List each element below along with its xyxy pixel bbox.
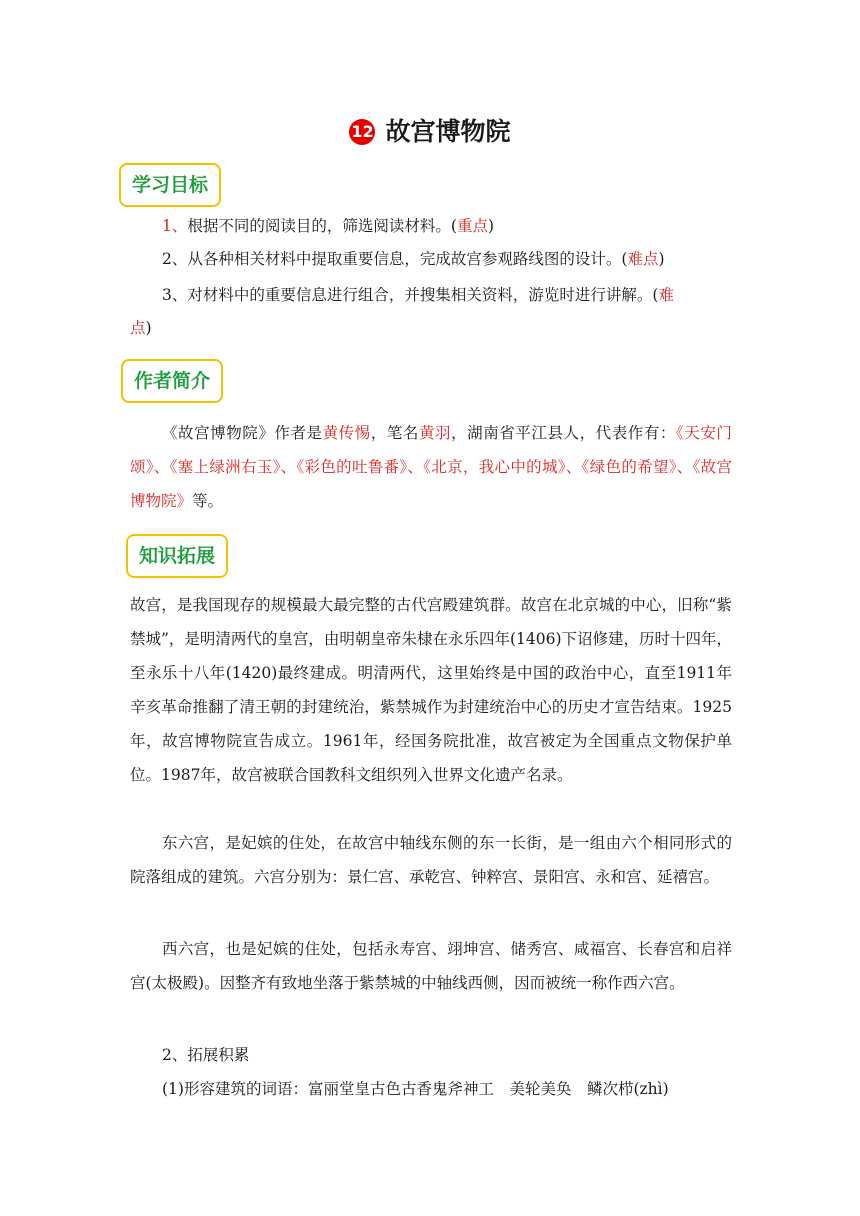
knowledge-vocabulary-line: (1)形容建筑的词语：富丽堂皇古色古香鬼斧神工 美轮美奂 鳞次栉(zhì) bbox=[162, 1080, 669, 1098]
goal-text: 对材料中的重要信息进行组合，并搜集相关资料，游览时进行讲解。( bbox=[187, 286, 659, 304]
goal-end: ) bbox=[487, 217, 495, 235]
knowledge-paragraph-2: 东六宫，是妃嫔的住处，在故宫中轴线东侧的东一长街，是一组由六个相同形式的院落组成的建筑。六宫分别为：景仁宫、承乾宫、钟粹宫、景阳宫、永和宫、延禧宫。 bbox=[130, 834, 732, 886]
author-text: ，笔名 bbox=[370, 424, 419, 442]
goal-item-3-continued bbox=[130, 311, 740, 345]
author-works: 《天安门颂》、《塞上绿洲右玉》、《彩色的吐鲁番》、《北京，我心中的城》、《绿色的希望》、《故宫博物院》 bbox=[130, 424, 732, 510]
knowledge-paragraph-1: 故宫，是我国现存的规模最大最完整的古代宫殿建筑群。故宫在北京城的中心，旧称“紫禁城”，是明清两代的皇宫，由明朝皇帝朱棣在永乐四年(1406)下诏修建，历时十四年，至永乐十八年(1420)最终建成。明清两代，这里始终是中国的政治中心，直至1911年辛亥革命推翻了清王朝的封建统治，紫禁城作为封建统治中心的历史才宣告结束。1925年，故宫博物院宣告成立。1961年，经国务院批准，故宫被定为全国重点文物保护单位。1987年，故宫被联合国教科文组织列入世界文化遗产名录。 bbox=[130, 596, 732, 784]
goal-tag: 点 bbox=[130, 319, 146, 337]
goal-text: 从各种相关材料中提取重要信息，完成故宫参观路线图的设计。( bbox=[187, 250, 628, 268]
goal-tag: 难点 bbox=[627, 250, 659, 268]
author-text: 《故宫博物院》作者是 bbox=[162, 424, 323, 442]
goal-tag: 难 bbox=[658, 286, 674, 304]
section-heading-learning-goals: 学习目标 bbox=[119, 163, 221, 207]
author-text: 等。 bbox=[192, 492, 224, 510]
knowledge-paragraph-3: 西六宫，也是妃嫔的住处，包括永寿宫、翊坤宫、储秀宫、咸福宫、长春宫和启祥宫(太极殿)。因整齐有致地坐落于紫禁城的中轴线西侧，因而被统一称作西六宫。 bbox=[130, 940, 732, 992]
author-text: ，湖南省平江县人，代表作有： bbox=[451, 424, 676, 442]
goal-text: 根据不同的阅读目的，筛选阅读材料。( bbox=[187, 217, 457, 235]
goal-item-3 bbox=[162, 278, 772, 312]
author-name: 黄传惕 bbox=[322, 424, 371, 442]
lesson-number-badge: 12 bbox=[349, 119, 375, 145]
goal-number: 3、 bbox=[162, 286, 188, 304]
page-title bbox=[0, 112, 860, 148]
knowledge-subheading: 2、拓展积累 bbox=[162, 1046, 250, 1064]
goal-number: 2、 bbox=[162, 250, 188, 268]
section-heading-author-intro: 作者简介 bbox=[121, 359, 223, 403]
section-heading-knowledge-expansion: 知识拓展 bbox=[126, 534, 228, 578]
goal-end: ) bbox=[145, 319, 152, 337]
author-paragraph bbox=[130, 416, 732, 518]
goal-end: ) bbox=[658, 250, 665, 268]
page-title-text: 故宫博物院 bbox=[385, 117, 511, 146]
goal-number: 1、 bbox=[162, 217, 188, 235]
goal-item-1 bbox=[162, 209, 772, 243]
author-penname: 黄羽 bbox=[419, 424, 452, 442]
goal-tag: 重点 bbox=[456, 217, 488, 235]
goal-item-2 bbox=[162, 242, 772, 276]
